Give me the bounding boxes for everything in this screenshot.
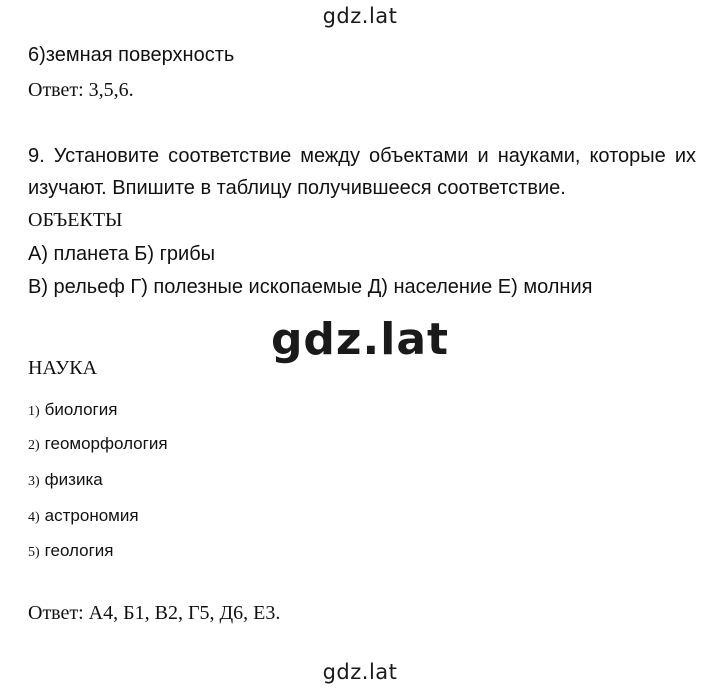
objects-line-1: А) планета Б) грибы (28, 243, 216, 265)
question-line-1: 9. Установите соответствие между объектами и науками, которые их (28, 145, 696, 167)
science-item-number: 3) (28, 474, 40, 489)
science-item-name: геоморфология (44, 434, 168, 453)
watermark-middle: gdz.lat (270, 314, 450, 365)
science-item-name: астрономия (44, 506, 139, 525)
objects-line-2: В) рельеф Г) полезные ископаемые Д) население Е) молния (28, 276, 593, 298)
science-item-2 (28, 433, 168, 453)
previous-item-6: 6)земная поверхность (28, 44, 235, 66)
science-item-name: физика (44, 470, 103, 489)
science-item-number: 1) (28, 404, 40, 419)
objects-heading: ОБЪЕКТЫ (28, 209, 123, 231)
science-item-4 (28, 505, 139, 525)
science-item-name: биология (44, 400, 118, 419)
watermark-top: gdz.lat (322, 4, 398, 28)
science-item-number: 2) (28, 438, 40, 453)
previous-answer: Ответ: 3,5,6. (28, 79, 134, 101)
science-item-number: 4) (28, 510, 40, 525)
question-line-2: изучают. Впишите в таблицу получившееся соответствие. (28, 177, 566, 199)
science-item-3 (28, 469, 103, 489)
science-heading: НАУКА (28, 357, 98, 379)
science-item-name: геология (44, 541, 114, 560)
science-item-5 (28, 540, 114, 560)
watermark-bottom: gdz.lat (322, 660, 398, 684)
science-item-number: 5) (28, 545, 40, 560)
answer: Ответ: А4, Б1, В2, Г5, Д6, Е3. (28, 602, 281, 624)
science-item-1 (28, 399, 117, 419)
